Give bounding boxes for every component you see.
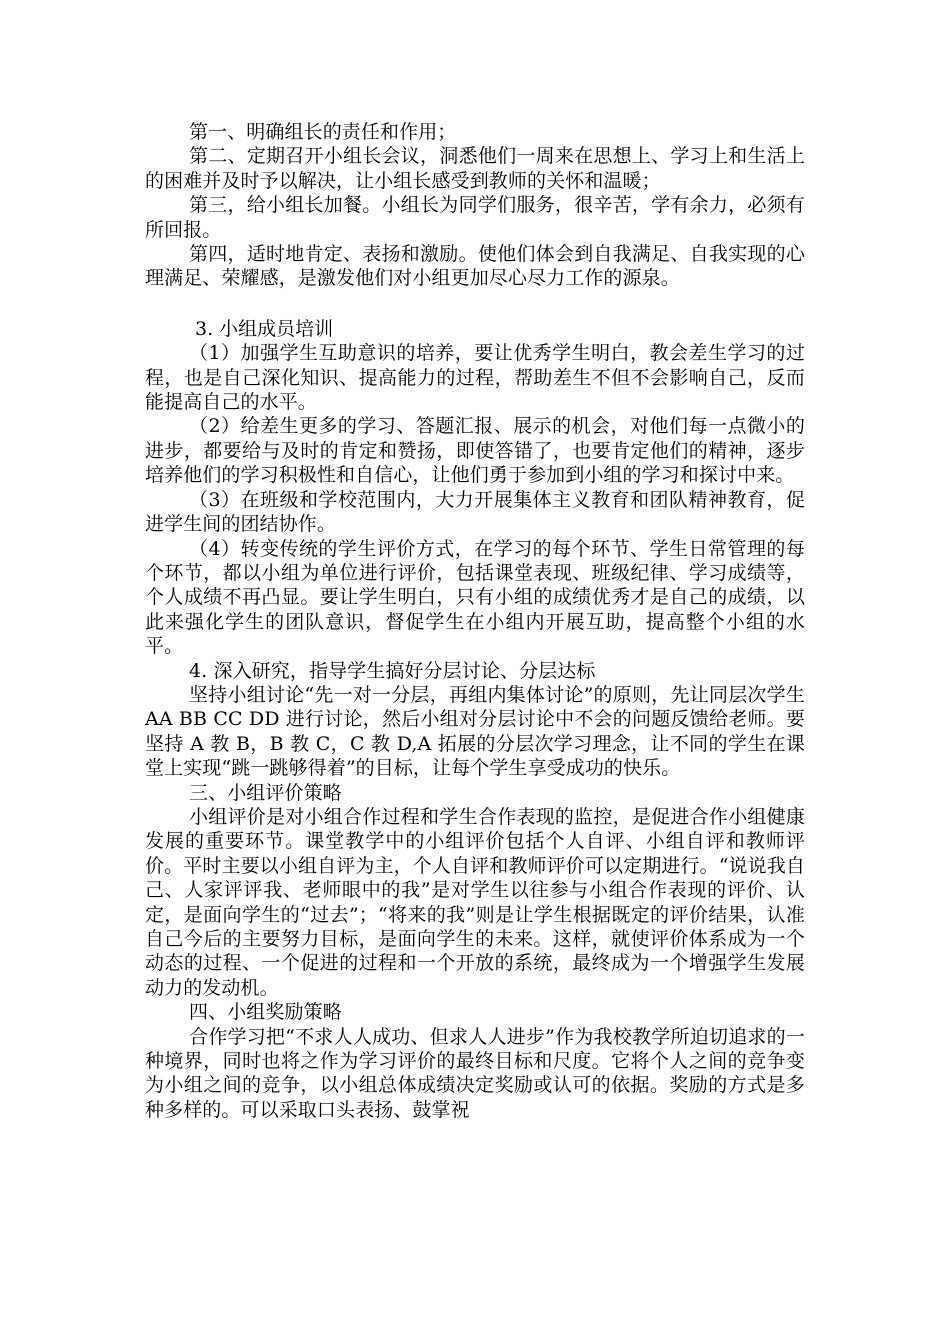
paragraph-third: 第三，给小组长加餐。小组长为同学们服务，很辛苦，学有余力，必须有所回报。	[145, 194, 805, 241]
blank-line	[145, 291, 805, 317]
heading-evaluation-strategy: 三、小组评价策略	[189, 781, 342, 804]
paragraph-training-4: （4）转变传统的学生评价方式，在学习的每个环节、学生日常管理的每个环节，都以小组为单位进行评价，包括课堂表现、班级纪律、学习成绩等，个人成绩不再凸显。要让学生明白，只有小组的成绩优秀才是自己的成绩，以此来强化学生的团队意识，督促学生在小组内开展互助，提高整个小组的水平。	[145, 537, 805, 658]
heading-member-training: 3. 小组成员培训	[195, 317, 334, 340]
paragraph-training-3: （3）在班级和学校范围内，大力开展集体主义教育和团队精神教育，促进学生间的团结协作。	[145, 488, 805, 536]
paragraph-training-1: （1）加强学生互助意识的培养，要让优秀学生明白，教会差生学习的过程，也是自己深化知识、提高能力的过程，帮助差生不但不会影响自己，反而能提高自己的水平。	[145, 342, 805, 414]
heading-reward-strategy: 四、小组奖励策略	[189, 1001, 342, 1024]
paragraph-evaluation-strategy: 小组评价是对小组合作过程和学生合作表现的监控，是促进合作小组健康发展的重要环节。课堂教学中的小组评价包括个人自评、小组自评和教师评价。平时主要以小组自评为主，个人自评和教师评价可以定期进行。“说说我自己、人家评评我、老师眼中的我”是对学生以往参与小组合作表现的评价、认定，是面向学生的“过去”；“将来的我”则是让学生根据既定的评价结果，认准自己今后的主要努力目标，是面向学生的未来。这样，就使评价体系成为一个动态的过程、一个促进的过程和一个开放的系统，最终成为一个增强学生发展动力的发动机。	[145, 805, 805, 999]
paragraph-training-2: （2）给差生更多的学习、答题汇报、展示的机会，对他们每一点微小的进步，都要给与及时的肯定和赞扬，即使答错了，也要肯定他们的精神，逐步培养他们的学习积极性和自信心，让他们勇于参加到小组的学习和探讨中来。	[145, 415, 805, 487]
paragraph-reward-strategy: 合作学习把“不求人人成功、但求人人进步”作为我校教学所迫切追求的一种境界，同时也将之作为学习评价的最终目标和尺度。它将个人之间的竞争变为小组之间的竞争，以小组总体成绩决定奖励或认可的依据。奖励的方式是多种多样的。可以采取口头表扬、鼓掌祝	[145, 1025, 805, 1121]
paragraph-second: 第二、定期召开小组长会议，洞悉他们一周来在思想上、学习上和生活上的困难并及时予以解决，让小组长感受到教师的关怀和温暖；	[145, 145, 805, 192]
paragraph-fourth: 第四，适时地肯定、表扬和激励。使他们体会到自我满足、自我实现的心理满足、荣耀感，是激发他们对小组更加尽心尽力工作的源泉。	[145, 243, 805, 290]
document-page	[145, 120, 805, 1122]
paragraph-first: 第一、明确组长的责任和作用；	[189, 121, 457, 143]
paragraph-layered-discussion: 坚持小组讨论“先一对一分层，再组内集体讨论”的原则，先让同层次学生 AA BB CC DD 进行讨论，然后小组对分层讨论中不会的问题反馈给老师。要坚持 A 教 B，B 教 C，C 教 D,A 拓展的分层次学习理念，让不同的学生在课堂上实现“跳一跳够得着”的目标，让每个学生享受成功的快乐。	[145, 683, 805, 780]
heading-layered-discussion: 4. 深入研究，指导学生搞好分层讨论、分层达标	[189, 659, 596, 682]
